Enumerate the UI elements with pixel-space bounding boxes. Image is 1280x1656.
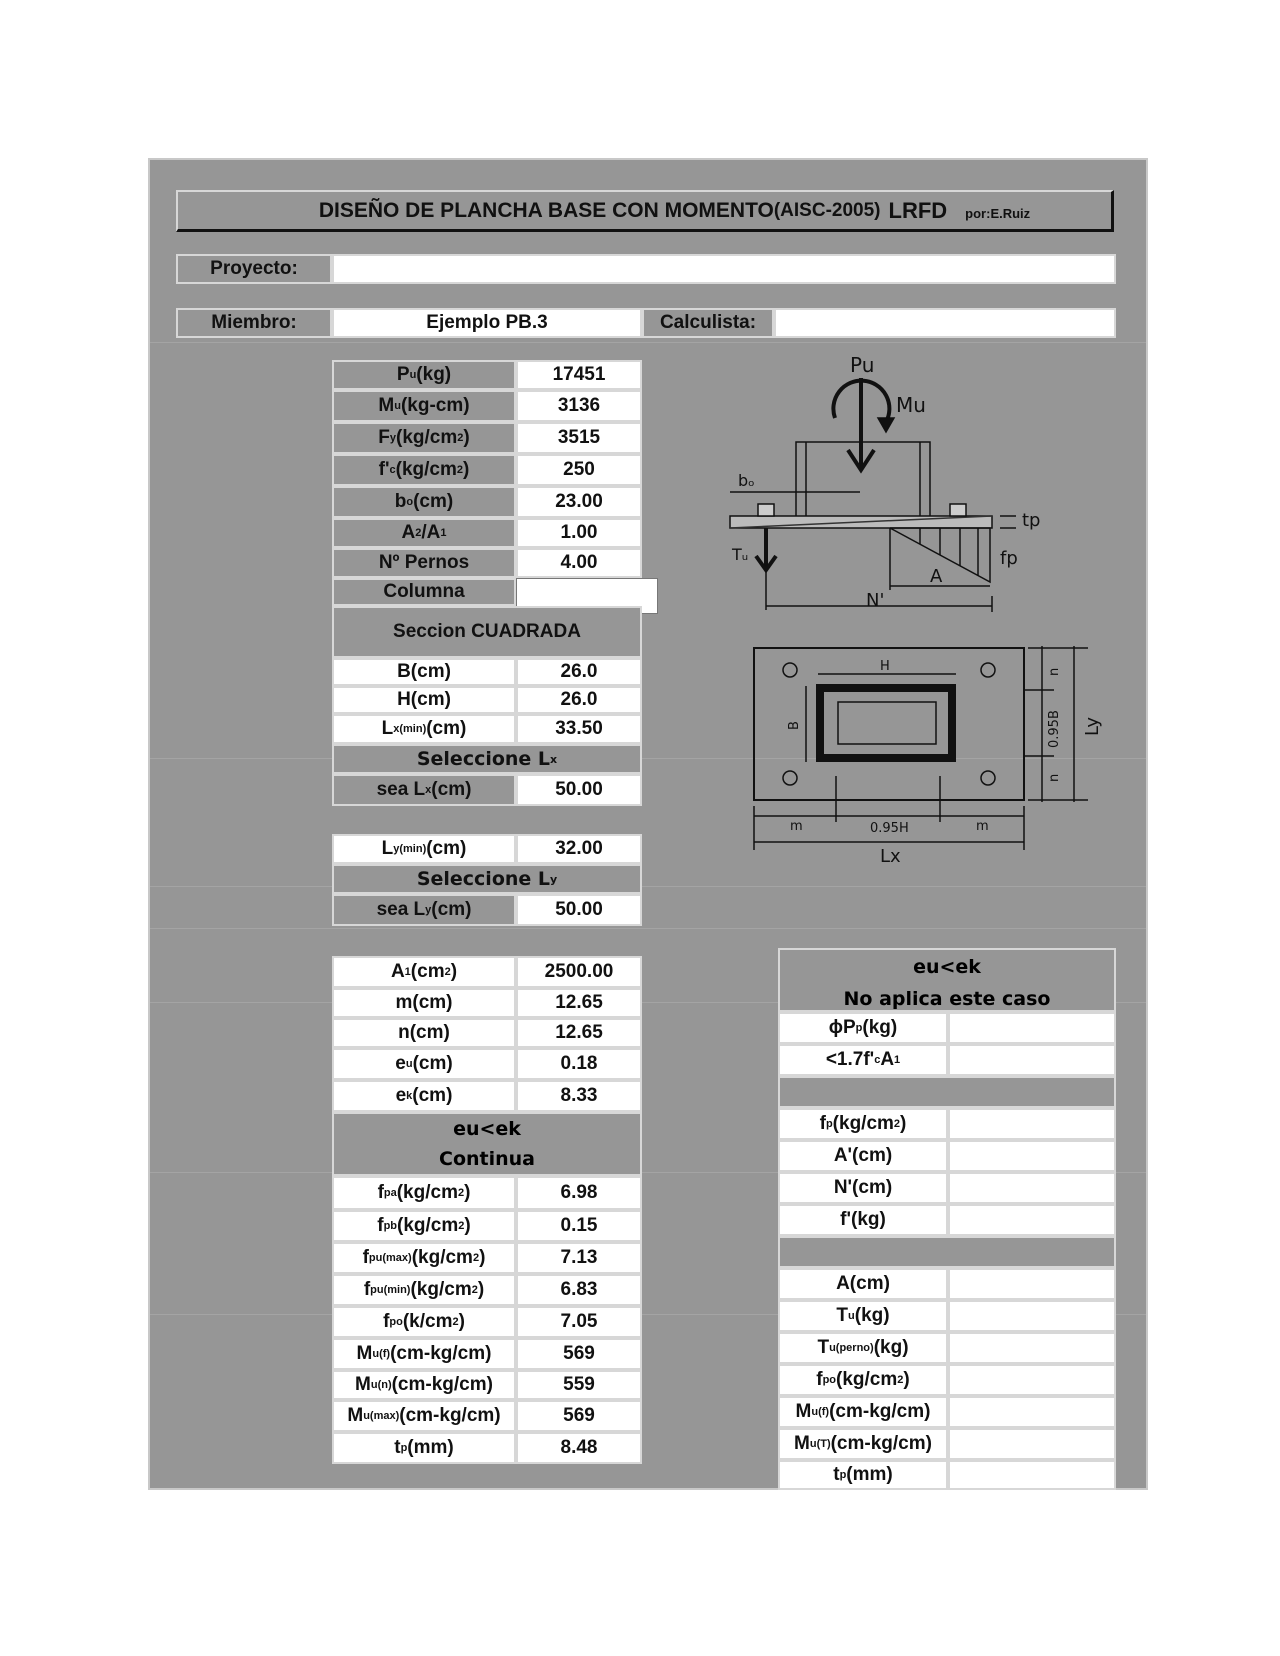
phi-pp-value <box>948 1012 1116 1044</box>
phi-pp-label: ϕP p (kg) <box>778 1012 948 1044</box>
mu-input[interactable]: 3136 <box>516 390 642 422</box>
nprime-text: N' <box>866 590 885 611</box>
fp-text: fp <box>1000 548 1018 569</box>
limit-label: <1.7f' c A 1 <box>778 1044 948 1076</box>
aprime-value <box>948 1140 1116 1172</box>
calculista-label: Calculista: <box>642 308 774 338</box>
fp-label: f p (kg/cm 2 ) <box>778 1108 948 1140</box>
tu-perno-label: T u(perno) (kg) <box>778 1332 948 1364</box>
limit-value <box>948 1044 1116 1076</box>
h-text: H <box>880 659 890 674</box>
title-author: por:E.Ruiz <box>965 206 1031 221</box>
tp-text: tp <box>1022 510 1041 531</box>
eu-label: e u (cm) <box>332 1048 516 1080</box>
ek-value: 8.33 <box>516 1080 642 1112</box>
mut-right-value <box>948 1428 1116 1460</box>
pernos-label: Nº Pernos <box>332 548 516 578</box>
fp-value <box>948 1108 1116 1140</box>
fpo-right-label: f po (kg/cm 2 ) <box>778 1364 948 1396</box>
fpo-value: 7.05 <box>516 1306 642 1338</box>
b-text: B <box>787 721 802 730</box>
fpumin-label: f pu(min) (kg/cm 2 ) <box>332 1274 516 1306</box>
tu-text: Tᵤ <box>732 545 749 564</box>
column-plan-inner <box>838 702 936 744</box>
mut-right-label: M u(T) (cm-kg/cm) <box>778 1428 948 1460</box>
fpumax-label: f pu(max) (kg/cm 2 ) <box>332 1242 516 1274</box>
pu-input[interactable]: 17451 <box>516 360 642 390</box>
bolt-hole-4 <box>981 771 995 785</box>
a2a1-label: A 2 /A 1 <box>332 518 516 548</box>
fy-input[interactable]: 3515 <box>516 422 642 454</box>
calculista-input[interactable] <box>774 308 1116 338</box>
bo-text: bₒ <box>738 471 755 490</box>
pernos-input[interactable]: 4.00 <box>516 548 642 578</box>
ly-input[interactable]: 50.00 <box>516 894 642 926</box>
lymin-label: L y(min) (cm) <box>332 834 516 864</box>
bolt-hole-3 <box>783 771 797 785</box>
mun-label: M u(n) (cm-kg/cm) <box>332 1370 516 1400</box>
n-value: 12.65 <box>516 1018 642 1048</box>
fpa-value: 6.98 <box>516 1176 642 1210</box>
bolt-hole-1 <box>783 663 797 677</box>
title-main: DISEÑO DE PLANCHA BASE CON MOMENTO <box>318 198 774 222</box>
worksheet <box>148 158 1148 1490</box>
aprime-label: A'(cm) <box>778 1140 948 1172</box>
bolt-hole-2 <box>981 663 995 677</box>
lymin-value: 32.00 <box>516 834 642 864</box>
mun-value: 559 <box>516 1370 642 1400</box>
bolt-left <box>758 504 774 516</box>
right-check-title: eu<ek <box>913 956 981 978</box>
fpo-right-value <box>948 1364 1116 1396</box>
h-label: H(cm) <box>332 686 516 714</box>
mumax-label: M u(max) (cm-kg/cm) <box>332 1400 516 1432</box>
b-value: 26.0 <box>516 658 642 686</box>
ly-text: Ly <box>1082 716 1103 736</box>
bo-label: b o (cm) <box>332 486 516 518</box>
bo-input[interactable]: 23.00 <box>516 486 642 518</box>
pu-label: P u (kg) <box>332 360 516 390</box>
muf-right-value <box>948 1396 1116 1428</box>
check-title: eu<ek <box>453 1118 521 1140</box>
check-box <box>332 1112 642 1176</box>
tu-value <box>948 1300 1116 1332</box>
h-value: 26.0 <box>516 686 642 714</box>
fpb-value: 0.15 <box>516 1210 642 1242</box>
seccion-label: Seccion CUADRADA <box>332 606 642 658</box>
tp-right-label: t p (mm) <box>778 1460 948 1490</box>
lxmin-label: L x(min) (cm) <box>332 714 516 744</box>
a-value <box>948 1268 1116 1300</box>
fpumax-value: 7.13 <box>516 1242 642 1274</box>
tu-perno-value <box>948 1332 1116 1364</box>
fprime-label: f'(kg) <box>778 1204 948 1236</box>
eu-value: 0.18 <box>516 1048 642 1080</box>
columna-label: Columna <box>332 578 516 606</box>
a1-value: 2500.00 <box>516 956 642 988</box>
elevation-diagram <box>732 350 1090 630</box>
mu-label: M u (kg-cm) <box>332 390 516 422</box>
miembro-label: Miembro: <box>176 308 332 338</box>
plan-diagram <box>724 636 1104 870</box>
miembro-input[interactable]: Ejemplo PB.3 <box>332 308 642 338</box>
mu-text: Mu <box>896 393 926 417</box>
fc-input[interactable]: 250 <box>516 454 642 486</box>
tu-label: T u (kg) <box>778 1300 948 1332</box>
fpb-label: f pb (kg/cm 2 ) <box>332 1210 516 1242</box>
b-label: B(cm) <box>332 658 516 686</box>
fc-label: f' c (kg/cm 2 ) <box>332 454 516 486</box>
h095-text: 0.95H <box>870 821 909 836</box>
fprime-value <box>948 1204 1116 1236</box>
right-separator-1 <box>778 1076 1116 1108</box>
tp-right-value <box>948 1460 1116 1490</box>
tp-value: 8.48 <box>516 1432 642 1464</box>
lx-text: Lx <box>880 846 901 867</box>
nprime-label: N'(cm) <box>778 1172 948 1204</box>
fpa-label: f pa (kg/cm 2 ) <box>332 1176 516 1210</box>
a-label: A(cm) <box>778 1268 948 1300</box>
seleccione-ly: Seleccione L y <box>332 864 642 894</box>
lx-label: sea L x (cm) <box>332 774 516 806</box>
nprime-value <box>948 1172 1116 1204</box>
proyecto-input[interactable] <box>332 254 1116 284</box>
seleccione-lx: Seleccione L x <box>332 744 642 774</box>
bolt-right <box>950 504 966 516</box>
m-value: 12.65 <box>516 988 642 1018</box>
right-check-subtitle: No aplica este caso <box>843 988 1051 1010</box>
fpo-label: f po (k/cm 2 ) <box>332 1306 516 1338</box>
m-right-text: m <box>976 819 989 834</box>
a-text: A <box>930 566 943 587</box>
ek-label: e k (cm) <box>332 1080 516 1112</box>
muf-label: M u(f) (cm-kg/cm) <box>332 1338 516 1370</box>
proyecto-label: Proyecto: <box>176 254 332 284</box>
title-method: LRFD <box>888 197 948 223</box>
a1-label: A 1 (cm 2 ) <box>332 956 516 988</box>
n-label: n(cm) <box>332 1018 516 1048</box>
m-left-text: m <box>790 819 803 834</box>
lxmin-value: 33.50 <box>516 714 642 744</box>
title-bar <box>176 190 1114 232</box>
muf-right-label: M u(f) (cm-kg/cm) <box>778 1396 948 1428</box>
mu-arrowhead <box>878 418 894 432</box>
fy-label: F y (kg/cm 2 ) <box>332 422 516 454</box>
tp-label: t p (mm) <box>332 1432 516 1464</box>
n-top-text: n <box>1047 667 1062 676</box>
m-label: m(cm) <box>332 988 516 1018</box>
title-code: (AISC-2005) <box>773 199 881 221</box>
column-plan-outer <box>820 688 952 758</box>
a2a1-input[interactable]: 1.00 <box>516 518 642 548</box>
lx-input[interactable]: 50.00 <box>516 774 642 806</box>
fpumin-value: 6.83 <box>516 1274 642 1306</box>
right-check-box <box>778 948 1116 1012</box>
pu-text: Pu <box>850 353 875 377</box>
muf-value: 569 <box>516 1338 642 1370</box>
ly-label: sea L y (cm) <box>332 894 516 926</box>
mumax-value: 569 <box>516 1400 642 1432</box>
n-bottom-text: n <box>1047 773 1062 782</box>
b095-text: 0.95B <box>1047 710 1062 748</box>
check-result: Continua <box>439 1148 535 1170</box>
right-separator-2 <box>778 1236 1116 1268</box>
